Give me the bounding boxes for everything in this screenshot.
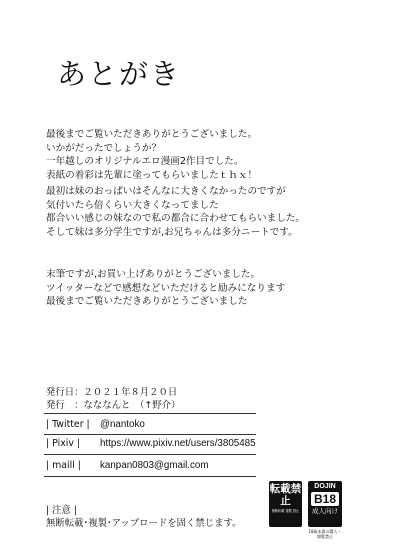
rating-bottom: 成人向け (312, 507, 338, 515)
paragraph-1 (46, 128, 257, 182)
email-link[interactable]: kanpan0803@gmail.com (100, 460, 209, 471)
text-line: ツイッターなどで感想などいただけると励みになります (46, 282, 286, 294)
adult-rating-stamp (308, 481, 342, 527)
text-line: 気付いたら倍くらい大きくなってました (46, 199, 219, 211)
publish-date: 発行日：２０２１年８月２０日 (46, 387, 178, 398)
text-line: 最初は妹のおっぱいはそんなに大きくなかったのですが (46, 186, 286, 197)
colophon (46, 387, 180, 412)
contact-label: | Pixiv | (46, 438, 81, 449)
text-line: 都合いい感じの妹なので私の都合に合わせてもらいました。 (46, 213, 306, 225)
contact-pixiv (46, 438, 256, 449)
notice-header: | 注意 | (46, 505, 78, 516)
paragraph-2 (46, 185, 305, 239)
contact-label: | maill | (46, 460, 81, 471)
reprint-prohibited-stamp (269, 481, 302, 527)
text-line: そして妹は多分学生ですが,お兄ちゃんは多分ニートです。 (46, 226, 298, 238)
divider (44, 413, 256, 414)
text-line: 最後までご覧いただきありがとうございました (46, 296, 248, 308)
divider (44, 454, 256, 455)
contact-label: | Twitter | (46, 419, 90, 430)
text-line: 表紙の着彩は先輩に塗ってもらいましたｔｈｘ！ (46, 169, 258, 181)
stamp-big-text: 転載禁止 (269, 483, 302, 507)
text-line: いかがだったでしょうか？ (46, 142, 162, 154)
twitter-handle[interactable]: @nantoko (100, 419, 145, 430)
rating-caption: 18歳未満の購入・閲覧禁止 (308, 529, 342, 539)
text-line: 一年越しのオリジナルエロ漫画2作目でした。 (46, 156, 244, 168)
stamp-small-text: 無断転載 複製 禁止 (271, 509, 300, 513)
divider (44, 434, 256, 435)
paragraph-3 (46, 268, 285, 309)
notice-text: 無断転載･複製･アップロードを固く禁じます。 (46, 517, 242, 529)
rating-mark: B18 (311, 492, 339, 506)
rating-top: DOJIN (314, 483, 336, 490)
contact-twitter (46, 419, 145, 430)
text-line: 最後までご覧いただきありがとうございました。 (46, 129, 258, 140)
text-line: 末筆ですが,お買い上げありがとうございました。 (46, 269, 261, 280)
publisher: 発行 ：なななんと （↑野介） (46, 399, 181, 411)
pixiv-link[interactable]: https://www.pixiv.net/users/3805485 (100, 438, 256, 449)
notice (46, 505, 241, 530)
page-title: あとがき (57, 57, 182, 91)
contact-mail (46, 460, 209, 471)
divider (44, 476, 256, 477)
